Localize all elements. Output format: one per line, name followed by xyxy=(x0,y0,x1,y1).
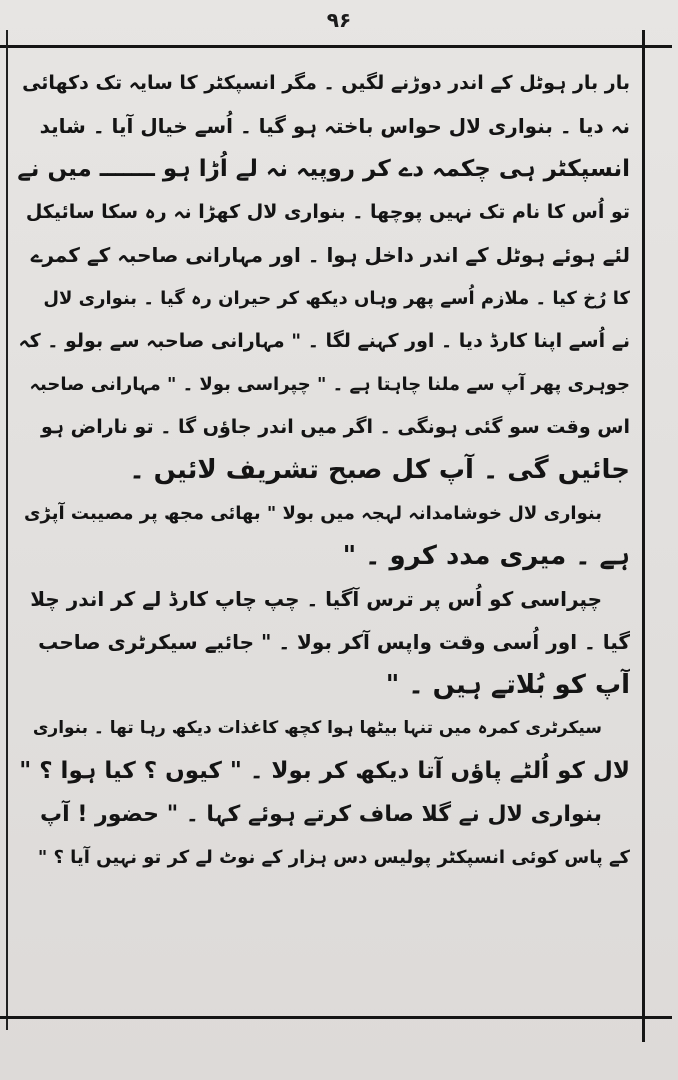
text-line: جائیں گی ۔ آپ کل صبح تشریف لائیں ۔ xyxy=(129,455,630,485)
text-line: کا رُخ کیا ۔ ملازم اُسے پھر وہاں دیکھ کر حیران رہ گیا ۔ بنواری لال xyxy=(43,288,630,309)
left-rule xyxy=(6,30,8,1030)
text-line: ہے ۔ میری مدد کرو ۔ " xyxy=(342,541,630,571)
top-rule xyxy=(0,45,672,48)
page-number: ۹۶ xyxy=(326,8,352,32)
text-line: جوہری پھر آپ سے ملنا چاہتا ہے ۔ " چپراسی بولا ۔ " مہارانی صاحبہ xyxy=(29,374,630,395)
text-line: تو اُس کا نام تک نہیں پوچھا ۔ بنواری لال کھڑا نہ رہ سکا سائیکل xyxy=(25,201,630,223)
text-line: چپراسی کو اُس پر ترس آگیا ۔ چپ چاپ کارڈ لے کر اندر چلا xyxy=(30,587,602,611)
text-line: انسپکٹر ہی چکمہ دے کر روپیہ نہ لے اُڑا ہو ـــــــ میں نے xyxy=(17,156,630,182)
text-line: اس وقت سو گئی ہونگی ۔ اگر میں اندر جاؤں گا ۔ تو ناراض ہو xyxy=(40,416,630,438)
text-line: نے اُسے اپنا کارڈ دیا ۔ اور کہنے لگا ۔ " مہارانی صاحبہ سے بولو ۔ کہ xyxy=(18,330,630,352)
text-line: بنواری لال خوشامدانہ لہجہ میں بولا " بھائی مجھ پر مصیبت آپڑی xyxy=(24,503,602,524)
text-line: نہ دیا ۔ بنواری لال حواس باختہ ہو گیا ۔ اُسے خیال آیا ۔ شاید xyxy=(39,114,630,138)
text-line: سیکرٹری کمرہ میں تنہا بیٹھا ہوا کچھ کاغذات دیکھ رہا تھا ۔ بنواری xyxy=(32,718,602,738)
text-line: بار بار ہوٹل کے اندر دوڑنے لگیں ۔ مگر انسپکٹر کا سایہ تک دکھائی xyxy=(22,72,630,94)
bottom-rule xyxy=(0,1016,672,1019)
text-line: آپ کو بُلاتے ہیں ۔ " xyxy=(385,670,630,700)
right-rule xyxy=(642,30,645,1042)
text-line: کے پاس کوئی انسپکٹر پولیس دس ہزار کے نوٹ لے کر تو نہیں آیا ؟ " xyxy=(37,847,630,868)
text-line: لئے ہوئے ہوٹل کے اندر داخل ہوا ۔ اور مہارانی صاحبہ کے کمرے xyxy=(30,243,630,267)
text-line: گیا ۔ اور اُسی وقت واپس آکر بولا ۔ " جائیے سیکرٹری صاحب xyxy=(38,630,630,654)
text-line: لال کو اُلٹے پاؤں آتا دیکھ کر بولا ۔ " کیوں ؟ کیا ہوا ؟ " xyxy=(19,758,630,784)
body-text xyxy=(16,62,630,1007)
text-line: بنواری لال نے گلا صاف کرتے ہوئے کہا ۔ " حضور ! آپ xyxy=(40,802,602,827)
